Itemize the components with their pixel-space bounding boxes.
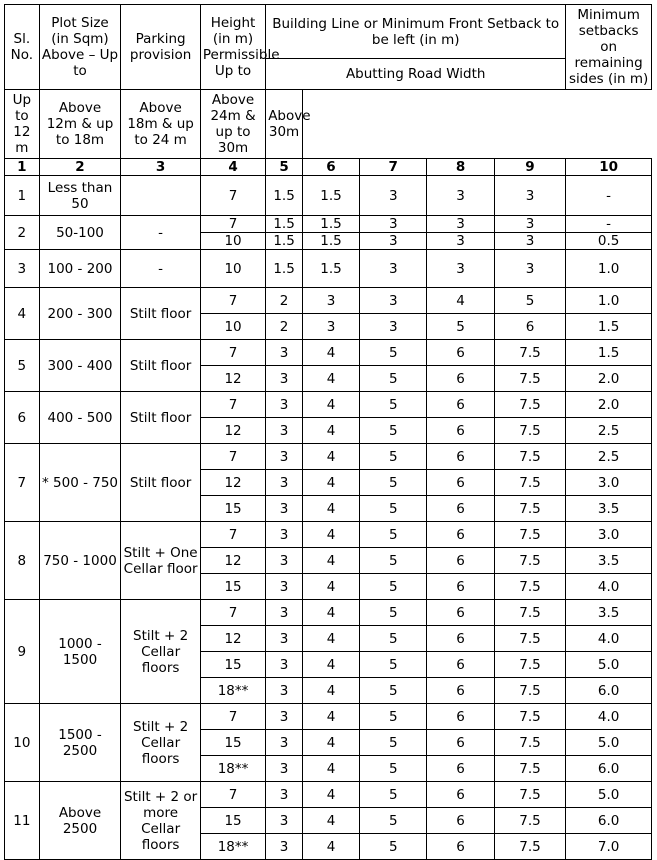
road-18-24-cell: 3 [360, 314, 427, 340]
road-24-30-cell: 3 [427, 250, 494, 288]
road-24-30-cell: 6 [427, 496, 494, 522]
height-cell: 7 [200, 522, 265, 548]
road-24-30-cell: 4 [427, 288, 494, 314]
table-row [5, 444, 652, 470]
road-12-18-cell: 4 [302, 626, 359, 652]
road-above-30-cell: 7.5 [494, 574, 565, 600]
min-setback-cell: 7.0 [566, 834, 652, 860]
height-cell: 10 [200, 314, 265, 340]
road-above-30-cell: 7.5 [494, 782, 565, 808]
road-24-30-cell: 6 [427, 574, 494, 600]
road-12-18-cell: 4 [302, 444, 359, 470]
road-18-24-cell: 5 [360, 444, 427, 470]
min-setback-cell: 1.0 [566, 288, 652, 314]
header-plot-size: Plot Size (in Sqm) Above – Up to [39, 5, 121, 90]
min-setback-cell: 2.5 [566, 418, 652, 444]
road-upto-12-cell: 3 [266, 418, 303, 444]
table-row [5, 250, 652, 288]
plot-size-cell: Above 2500 [39, 782, 121, 860]
road-18-24-cell: 5 [360, 600, 427, 626]
height-cell: 12 [200, 626, 265, 652]
road-above-30-cell: 3 [494, 216, 565, 233]
height-cell: 10 [200, 233, 265, 250]
road-above-30-cell: 7.5 [494, 340, 565, 366]
height-cell: 12 [200, 418, 265, 444]
parking-cell: Stilt + 2 Cellar floors [121, 704, 201, 782]
road-18-24-cell: 3 [360, 233, 427, 250]
sl-cell: 6 [5, 392, 40, 444]
road-above-30-cell: 7.5 [494, 600, 565, 626]
table-row [5, 392, 652, 418]
road-above-30-cell: 3 [494, 176, 565, 216]
road-18-24-cell: 5 [360, 834, 427, 860]
plot-size-cell: 1500 - 2500 [39, 704, 121, 782]
road-18-24-cell: 3 [360, 216, 427, 233]
min-setback-cell: 6.0 [566, 678, 652, 704]
road-upto-12-cell: 3 [266, 704, 303, 730]
road-12-18-cell: 4 [302, 340, 359, 366]
road-above-30-cell: 3 [494, 233, 565, 250]
road-above-30-cell: 7.5 [494, 704, 565, 730]
sl-cell: 2 [5, 216, 40, 250]
height-cell: 7 [200, 782, 265, 808]
road-18-24-cell: 5 [360, 548, 427, 574]
header-road-col: Above 18m & up to 24 m [121, 90, 201, 159]
sl-cell: 7 [5, 444, 40, 522]
column-number: 8 [427, 159, 494, 176]
plot-size-cell: 750 - 1000 [39, 522, 121, 600]
road-24-30-cell: 6 [427, 418, 494, 444]
road-upto-12-cell: 1.5 [266, 250, 303, 288]
min-setback-cell: 0.5 [566, 233, 652, 250]
parking-cell: - [121, 216, 201, 250]
road-upto-12-cell: 3 [266, 444, 303, 470]
min-setback-cell: 4.0 [566, 574, 652, 600]
min-setback-cell: 3.5 [566, 496, 652, 522]
road-above-30-cell: 7.5 [494, 808, 565, 834]
road-24-30-cell: 6 [427, 392, 494, 418]
height-cell: 15 [200, 730, 265, 756]
column-number: 6 [302, 159, 359, 176]
road-12-18-cell: 4 [302, 548, 359, 574]
road-upto-12-cell: 1.5 [266, 233, 303, 250]
parking-cell: Stilt + 2 Cellar floors [121, 600, 201, 704]
height-cell: 7 [200, 704, 265, 730]
min-setback-cell: 1.5 [566, 314, 652, 340]
road-above-30-cell: 7.5 [494, 470, 565, 496]
road-above-30-cell: 7.5 [494, 522, 565, 548]
road-12-18-cell: 4 [302, 522, 359, 548]
plot-size-cell: * 500 - 750 [39, 444, 121, 522]
min-setback-cell: 3.5 [566, 600, 652, 626]
road-above-30-cell: 7.5 [494, 418, 565, 444]
table-row [5, 522, 652, 548]
min-setback-cell: 3.5 [566, 548, 652, 574]
road-18-24-cell: 5 [360, 808, 427, 834]
parking-cell: Stilt floor [121, 392, 201, 444]
road-above-30-cell: 7.5 [494, 366, 565, 392]
road-above-30-cell: 5 [494, 288, 565, 314]
road-24-30-cell: 5 [427, 314, 494, 340]
parking-cell [121, 176, 201, 216]
road-24-30-cell: 6 [427, 834, 494, 860]
road-upto-12-cell: 3 [266, 574, 303, 600]
height-cell: 18** [200, 834, 265, 860]
setback-table [4, 4, 652, 860]
height-cell: 18** [200, 678, 265, 704]
road-upto-12-cell: 3 [266, 340, 303, 366]
table-row [5, 782, 652, 808]
road-18-24-cell: 5 [360, 496, 427, 522]
road-18-24-cell: 5 [360, 678, 427, 704]
min-setback-cell: 6.0 [566, 756, 652, 782]
sl-cell: 1 [5, 176, 40, 216]
min-setback-cell: 5.0 [566, 782, 652, 808]
road-upto-12-cell: 3 [266, 730, 303, 756]
road-24-30-cell: 6 [427, 704, 494, 730]
plot-size-cell: 300 - 400 [39, 340, 121, 392]
min-setback-cell: 6.0 [566, 808, 652, 834]
height-cell: 15 [200, 496, 265, 522]
road-24-30-cell: 6 [427, 548, 494, 574]
road-24-30-cell: 6 [427, 782, 494, 808]
road-above-30-cell: 7.5 [494, 678, 565, 704]
road-above-30-cell: 7.5 [494, 756, 565, 782]
min-setback-cell: 4.0 [566, 704, 652, 730]
height-cell: 7 [200, 340, 265, 366]
parking-cell: Stilt floor [121, 288, 201, 340]
road-upto-12-cell: 2 [266, 288, 303, 314]
plot-size-cell: 100 - 200 [39, 250, 121, 288]
min-setback-cell: - [566, 176, 652, 216]
road-upto-12-cell: 3 [266, 652, 303, 678]
header-road-width: Abutting Road Width [266, 59, 566, 90]
road-12-18-cell: 3 [302, 314, 359, 340]
road-12-18-cell: 1.5 [302, 250, 359, 288]
header-height: Height (in m) Permissible Up to [200, 5, 265, 90]
road-24-30-cell: 3 [427, 176, 494, 216]
height-cell: 7 [200, 176, 265, 216]
table-row [5, 216, 652, 233]
road-24-30-cell: 3 [427, 216, 494, 233]
road-above-30-cell: 7.5 [494, 834, 565, 860]
column-number-row [5, 159, 652, 176]
road-upto-12-cell: 3 [266, 626, 303, 652]
min-setback-cell: 5.0 [566, 652, 652, 678]
road-above-30-cell: 7.5 [494, 392, 565, 418]
column-number: 5 [266, 159, 303, 176]
column-number: 7 [360, 159, 427, 176]
road-24-30-cell: 6 [427, 600, 494, 626]
column-number: 3 [121, 159, 201, 176]
road-18-24-cell: 3 [360, 250, 427, 288]
road-12-18-cell: 4 [302, 730, 359, 756]
road-24-30-cell: 6 [427, 366, 494, 392]
road-12-18-cell: 4 [302, 652, 359, 678]
sl-cell: 3 [5, 250, 40, 288]
road-24-30-cell: 6 [427, 444, 494, 470]
road-18-24-cell: 5 [360, 340, 427, 366]
road-upto-12-cell: 3 [266, 834, 303, 860]
road-24-30-cell: 6 [427, 808, 494, 834]
road-12-18-cell: 1.5 [302, 176, 359, 216]
road-18-24-cell: 5 [360, 626, 427, 652]
table-row [5, 288, 652, 314]
road-above-30-cell: 6 [494, 314, 565, 340]
road-above-30-cell: 7.5 [494, 496, 565, 522]
road-18-24-cell: 5 [360, 470, 427, 496]
min-setback-cell: 1.0 [566, 250, 652, 288]
column-number: 9 [494, 159, 565, 176]
road-18-24-cell: 5 [360, 522, 427, 548]
plot-size-cell: 50-100 [39, 216, 121, 250]
min-setback-cell: 2.0 [566, 392, 652, 418]
height-cell: 7 [200, 600, 265, 626]
road-above-30-cell: 7.5 [494, 444, 565, 470]
height-cell: 15 [200, 808, 265, 834]
min-setback-cell: - [566, 216, 652, 233]
road-upto-12-cell: 3 [266, 808, 303, 834]
road-above-30-cell: 7.5 [494, 652, 565, 678]
road-12-18-cell: 4 [302, 834, 359, 860]
table-row [5, 600, 652, 626]
road-upto-12-cell: 3 [266, 366, 303, 392]
road-upto-12-cell: 3 [266, 496, 303, 522]
header-building-line: Building Line or Minimum Front Setback to be left (in m) [266, 5, 566, 59]
min-setback-cell: 2.5 [566, 444, 652, 470]
parking-cell: Stilt + 2 or more Cellar floors [121, 782, 201, 860]
road-12-18-cell: 4 [302, 782, 359, 808]
road-12-18-cell: 3 [302, 288, 359, 314]
plot-size-cell: 200 - 300 [39, 288, 121, 340]
road-24-30-cell: 6 [427, 652, 494, 678]
road-18-24-cell: 5 [360, 392, 427, 418]
road-24-30-cell: 6 [427, 470, 494, 496]
height-cell: 7 [200, 216, 265, 233]
road-upto-12-cell: 3 [266, 600, 303, 626]
road-12-18-cell: 4 [302, 470, 359, 496]
parking-cell: - [121, 250, 201, 288]
height-cell: 15 [200, 652, 265, 678]
column-number: 2 [39, 159, 121, 176]
height-cell: 12 [200, 366, 265, 392]
header-min-setbacks: Minimum setbacks on remaining sides (in m) [566, 5, 652, 90]
road-above-30-cell: 7.5 [494, 548, 565, 574]
header-road-col: Up to 12 m [5, 90, 40, 159]
height-cell: 7 [200, 392, 265, 418]
header-parking: Parking provision [121, 5, 201, 90]
height-cell: 7 [200, 288, 265, 314]
min-setback-cell: 4.0 [566, 626, 652, 652]
road-upto-12-cell: 1.5 [266, 176, 303, 216]
header-road-col: Above 12m & up to 18m [39, 90, 121, 159]
sl-cell: 11 [5, 782, 40, 860]
min-setback-cell: 3.0 [566, 470, 652, 496]
parking-cell: Stilt + One Cellar floor [121, 522, 201, 600]
header-road-col: Above 30m [266, 90, 303, 159]
parking-cell: Stilt floor [121, 444, 201, 522]
plot-size-cell: 1000 - 1500 [39, 600, 121, 704]
road-above-30-cell: 7.5 [494, 730, 565, 756]
road-18-24-cell: 5 [360, 730, 427, 756]
road-24-30-cell: 6 [427, 678, 494, 704]
road-18-24-cell: 5 [360, 704, 427, 730]
table-row [5, 704, 652, 730]
road-18-24-cell: 5 [360, 366, 427, 392]
header-sl: Sl. No. [5, 5, 40, 90]
road-18-24-cell: 5 [360, 418, 427, 444]
column-number: 4 [200, 159, 265, 176]
sl-cell: 10 [5, 704, 40, 782]
road-12-18-cell: 4 [302, 756, 359, 782]
road-24-30-cell: 6 [427, 756, 494, 782]
road-18-24-cell: 3 [360, 288, 427, 314]
height-cell: 10 [200, 250, 265, 288]
height-cell: 15 [200, 574, 265, 600]
road-24-30-cell: 6 [427, 522, 494, 548]
road-12-18-cell: 4 [302, 600, 359, 626]
road-12-18-cell: 4 [302, 678, 359, 704]
road-12-18-cell: 1.5 [302, 216, 359, 233]
height-cell: 12 [200, 548, 265, 574]
road-12-18-cell: 4 [302, 496, 359, 522]
road-upto-12-cell: 3 [266, 678, 303, 704]
column-number: 10 [566, 159, 652, 176]
road-above-30-cell: 7.5 [494, 626, 565, 652]
road-upto-12-cell: 3 [266, 756, 303, 782]
table-row [5, 176, 652, 216]
sl-cell: 8 [5, 522, 40, 600]
road-24-30-cell: 6 [427, 730, 494, 756]
road-upto-12-cell: 2 [266, 314, 303, 340]
road-24-30-cell: 3 [427, 233, 494, 250]
plot-size-cell: Less than 50 [39, 176, 121, 216]
road-upto-12-cell: 3 [266, 522, 303, 548]
road-upto-12-cell: 3 [266, 548, 303, 574]
road-18-24-cell: 5 [360, 782, 427, 808]
header-road-col: Above 24m & up to 30m [200, 90, 265, 159]
sl-cell: 5 [5, 340, 40, 392]
sl-cell: 4 [5, 288, 40, 340]
road-24-30-cell: 6 [427, 340, 494, 366]
road-12-18-cell: 1.5 [302, 233, 359, 250]
min-setback-cell: 3.0 [566, 522, 652, 548]
road-12-18-cell: 4 [302, 704, 359, 730]
road-18-24-cell: 5 [360, 574, 427, 600]
road-upto-12-cell: 3 [266, 392, 303, 418]
road-24-30-cell: 6 [427, 626, 494, 652]
min-setback-cell: 1.5 [566, 340, 652, 366]
min-setback-cell: 2.0 [566, 366, 652, 392]
road-12-18-cell: 4 [302, 418, 359, 444]
height-cell: 7 [200, 444, 265, 470]
road-upto-12-cell: 3 [266, 470, 303, 496]
table-row [5, 340, 652, 366]
min-setback-cell: 5.0 [566, 730, 652, 756]
road-18-24-cell: 5 [360, 756, 427, 782]
sl-cell: 9 [5, 600, 40, 704]
road-upto-12-cell: 3 [266, 782, 303, 808]
road-12-18-cell: 4 [302, 574, 359, 600]
column-number: 1 [5, 159, 40, 176]
road-12-18-cell: 4 [302, 366, 359, 392]
plot-size-cell: 400 - 500 [39, 392, 121, 444]
road-18-24-cell: 3 [360, 176, 427, 216]
road-above-30-cell: 3 [494, 250, 565, 288]
road-12-18-cell: 4 [302, 392, 359, 418]
height-cell: 18** [200, 756, 265, 782]
road-18-24-cell: 5 [360, 652, 427, 678]
road-12-18-cell: 4 [302, 808, 359, 834]
road-upto-12-cell: 1.5 [266, 216, 303, 233]
parking-cell: Stilt floor [121, 340, 201, 392]
height-cell: 12 [200, 470, 265, 496]
